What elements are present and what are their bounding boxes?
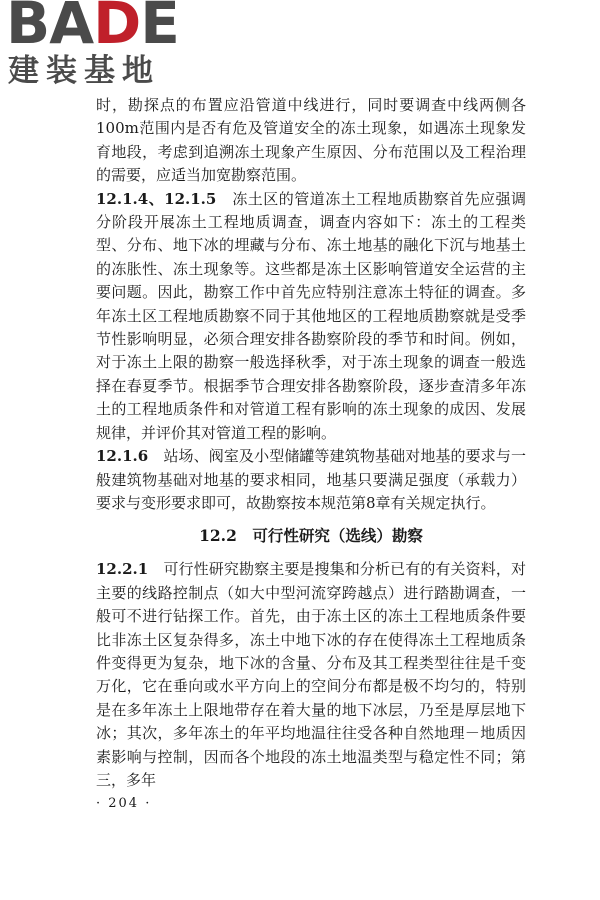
paragraph-continuation: [96, 94, 526, 188]
logo-wordmark-accent: D: [93, 0, 141, 57]
logo-wordmark-main: BA: [6, 0, 94, 57]
paragraph-12-1-4: [96, 188, 526, 445]
logo-wordmark-end: E: [140, 0, 179, 57]
page-body: [96, 94, 526, 792]
page-number: · 204 ·: [96, 796, 152, 811]
logo-subtitle: 建装基地: [8, 53, 160, 89]
paragraph-text: 时，勘探点的布置应沿管道中线进行，同时要调查中线两侧各100m范围内是否有危及管道安全的冻土现象，如遇冻土现象发育地段，考虑到追溯冻土现象产生原因、分布范围以及工程治理的需要，应适当加宽勘察范围。: [96, 96, 526, 185]
paragraph-text: 可行性研究勘察主要是搜集和分析已有的有关资料，对主要的线路控制点（如大中型河流穿跨越点）进行踏勘调查，一般可不进行钻探工作。首先，由于冻土区的冻土工程地质条件要比非冻土区复杂得多，冻土中地下冰的存在使得冻土工程地质条件变得更为复杂，地下冰的含量、分布及其工程类型往往是千变万化，它在垂向或水平方向上的空间分布都是极不均匀的，特别是在多年冻土上限地带存在着大量的地下冰层，乃至是厚层地下冰；其次，多年冻土的年平均地温往往受各种自然地理－地质因素影响与控制，因而各个地段的冻土地温类型与稳定性不同；第三，多年: [96, 560, 526, 789]
clause-number: 12.1.6: [96, 447, 149, 466]
logo-wordmark: [6, 0, 179, 57]
paragraph-text: 站场、阀室及小型储罐等建筑物基础对地基的要求与一般建筑物基础对地基的要求相同，地基只要满足强度（承载力）要求与变形要求即可，故勘察按本规范第8章有关规定执行。: [96, 447, 526, 512]
clause-number: 12.1.4、12.1.5: [96, 189, 217, 208]
brand-logo: [6, 0, 181, 98]
section-heading: 12.2 可行性研究（选线）勘察: [199, 526, 423, 546]
paragraph-text: 冻土区的管道冻土工程地质勘察首先应强调分阶段开展冻土工程地质调查，调查内容如下：冻土的工程类型、分布、地下冰的埋藏与分布、冻土地基的融化下沉与地基土的冻胀性、冻土现象等。这些都是冻土区影响管道安全运营的主要问题。因此，勘察工作中首先应特别注意冻土特征的调查。多年冻土区工程地质勘察不同于其他地区的工程地质勘察就是受季节性影响明显，必须合理安排各勘察阶段的季节和时间。例如，对于冻土上限的勘察一般选择秋季，对于冻土现象的调查一般选择在春夏季节。根据季节合理安排各勘察阶段，逐步查清多年冻土的工程地质条件和对管道工程有影响的冻土现象的成因、发展规律，并评价其对管道工程的影响。: [96, 189, 526, 442]
clause-number: 12.2.1: [96, 560, 149, 579]
paragraph-12-2-1: [96, 558, 526, 792]
paragraph-12-1-6: [96, 445, 526, 515]
